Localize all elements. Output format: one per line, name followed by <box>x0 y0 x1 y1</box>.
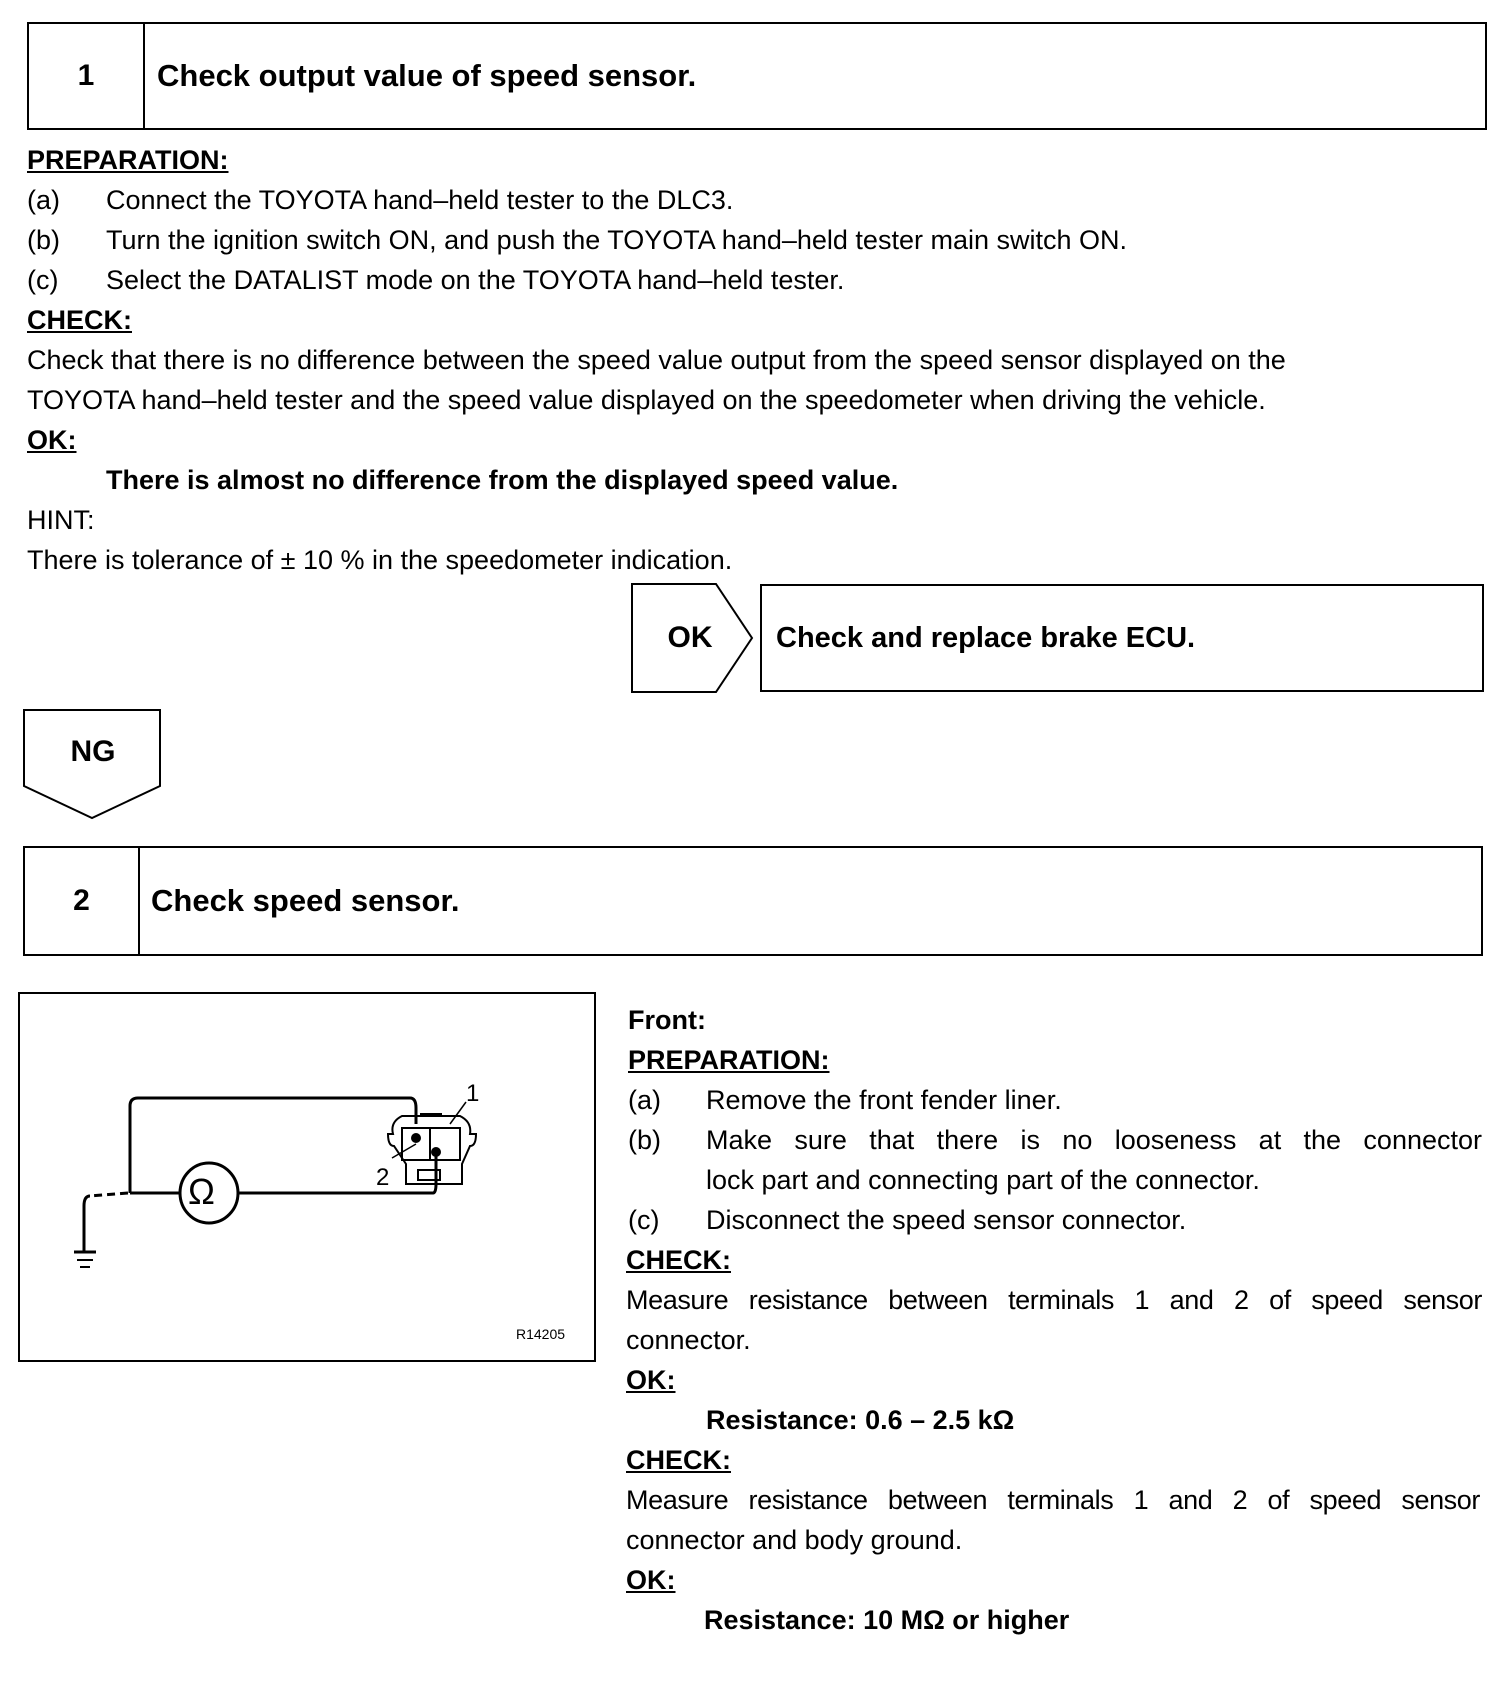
check-text: TOYOTA hand–held tester and the speed value displayed on the speedometer when driving the vehicle. <box>27 385 1266 415</box>
prep-label: (b) <box>628 1125 661 1155</box>
front-heading: Front: <box>628 1005 706 1035</box>
prep-label: (b) <box>27 225 60 255</box>
ng-label: NG <box>70 735 116 768</box>
check-heading: CHECK: <box>626 1245 731 1275</box>
preparation-heading: PREPARATION: <box>27 145 229 175</box>
step-1-header <box>27 22 1487 130</box>
ok-branch-text: Check and replace brake ECU. <box>776 621 1196 654</box>
ok-heading: OK: <box>626 1365 676 1395</box>
ok-text: Resistance: 0.6 – 2.5 kΩ <box>706 1405 1015 1435</box>
prep-text: Select the DATALIST mode on the TOYOTA hand–held tester. <box>106 265 845 295</box>
prep-text: Turn the ignition switch ON, and push the TOYOTA hand–held tester main switch ON. <box>106 225 1128 255</box>
circuit-diagram <box>20 994 594 1360</box>
prep-label: (a) <box>628 1085 661 1115</box>
hint-text: There is tolerance of ± 10 % in the speedometer indication. <box>27 545 733 575</box>
ok-heading: OK: <box>27 425 77 455</box>
ok-branch-box <box>760 584 1484 692</box>
speed-sensor-figure <box>18 992 596 1362</box>
prep-text: Connect the TOYOTA hand–held tester to the DLC3. <box>106 185 734 215</box>
prep-label: (c) <box>628 1205 660 1235</box>
step-title: Check output value of speed sensor. <box>157 58 697 93</box>
ohmmeter-symbol: Ω <box>188 1171 215 1212</box>
step-2-header <box>23 846 1483 956</box>
ok-text: There is almost no difference from the displayed speed value. <box>106 465 899 495</box>
check-text: Check that there is no difference between the speed value output from the speed sensor displayed on the <box>27 345 1286 375</box>
check-text: connector and body ground. <box>626 1525 963 1555</box>
figure-code: R14205 <box>516 1326 566 1342</box>
ok-branch-label: OK <box>667 621 713 654</box>
preparation-heading: PREPARATION: <box>628 1045 830 1075</box>
prep-label: (c) <box>27 265 59 295</box>
ok-text: Resistance: 10 MΩ or higher <box>704 1605 1070 1635</box>
prep-text: Disconnect the speed sensor connector. <box>706 1205 1187 1235</box>
ok-heading: OK: <box>626 1565 676 1595</box>
hint-heading: HINT: <box>27 505 95 535</box>
check-text: Measure resistance between terminals 1 and 2 of speed sensor <box>626 1285 1482 1315</box>
step-title: Check speed sensor. <box>151 883 460 918</box>
check-heading: CHECK: <box>27 305 132 335</box>
prep-label: (a) <box>27 185 60 215</box>
check-heading: CHECK: <box>626 1445 731 1475</box>
prep-text: Remove the front fender liner. <box>706 1085 1062 1115</box>
step-number: 1 <box>29 24 145 128</box>
check-text: connector. <box>626 1325 751 1355</box>
check-text: Measure resistance between terminals 1 and 2 of speed sensor <box>626 1485 1480 1515</box>
terminal-1-label: 1 <box>466 1080 480 1107</box>
prep-text: Make sure that there is no looseness at the connector <box>706 1125 1482 1155</box>
terminal-2-label: 2 <box>376 1164 390 1191</box>
prep-text: lock part and connecting part of the connector. <box>706 1165 1260 1195</box>
step-number: 2 <box>25 848 140 954</box>
